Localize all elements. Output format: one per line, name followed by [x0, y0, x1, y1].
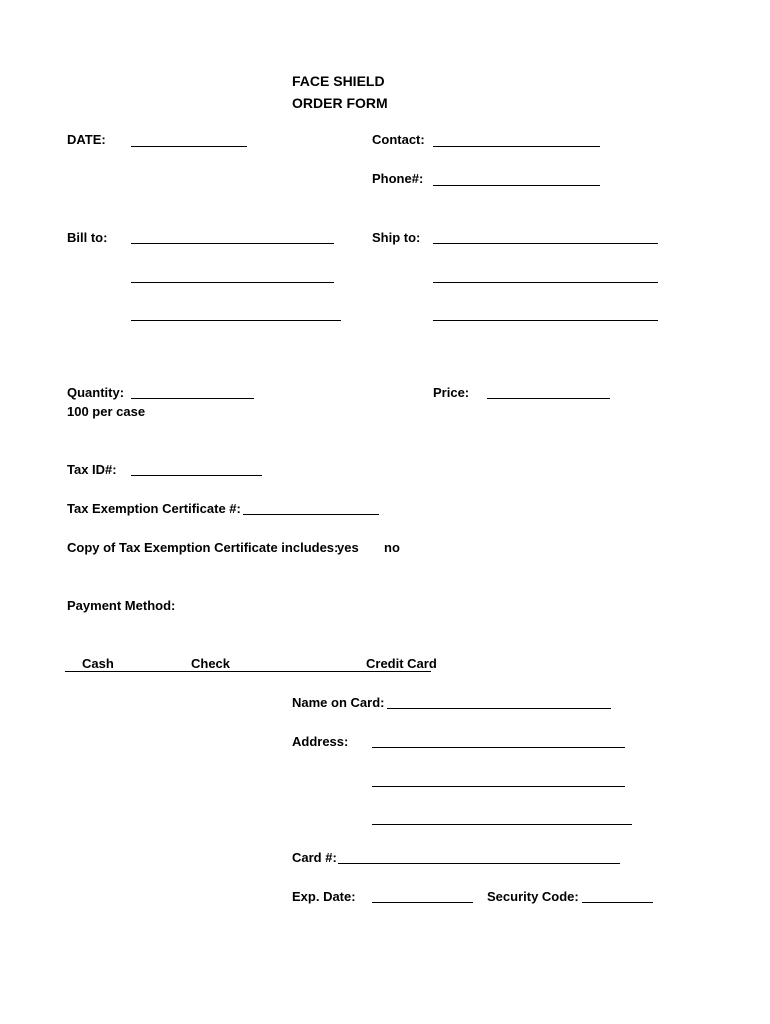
address-line-1[interactable] — [372, 747, 625, 748]
payment-method-label: Payment Method: — [67, 598, 176, 613]
bill-to-line-2[interactable] — [131, 282, 334, 283]
bill-to-line-1[interactable] — [131, 243, 334, 244]
ship-to-label: Ship to: — [372, 230, 421, 245]
price-field[interactable] — [487, 398, 610, 399]
tax-cert-field[interactable] — [243, 514, 379, 515]
exp-date-label: Exp. Date: — [292, 889, 356, 904]
payment-check[interactable]: Check — [191, 656, 231, 671]
security-code-field[interactable] — [582, 902, 653, 903]
quantity-label: Quantity: — [67, 385, 125, 400]
ship-to-line-3[interactable] — [433, 320, 658, 321]
name-on-card-field[interactable] — [387, 708, 611, 709]
tax-id-field[interactable] — [131, 475, 262, 476]
contact-field[interactable] — [433, 146, 600, 147]
tax-id-label: Tax ID#: — [67, 462, 117, 477]
ship-to-line-1[interactable] — [433, 243, 658, 244]
ship-to-line-2[interactable] — [433, 282, 658, 283]
payment-cash[interactable]: Cash — [82, 656, 114, 671]
tax-cert-label: Tax Exemption Certificate #: — [67, 501, 241, 516]
address-line-2[interactable] — [372, 786, 625, 787]
card-number-field[interactable] — [338, 863, 620, 864]
payment-options-rule — [65, 671, 431, 672]
bill-to-line-3[interactable] — [131, 320, 341, 321]
copy-cert-yes[interactable]: yes — [337, 540, 359, 555]
per-case-note: 100 per case — [67, 404, 146, 419]
exp-date-field[interactable] — [372, 902, 473, 903]
copy-cert-no[interactable]: no — [384, 540, 400, 555]
contact-label: Contact: — [372, 132, 425, 147]
name-on-card-label: Name on Card: — [292, 695, 385, 710]
date-field[interactable] — [131, 146, 247, 147]
bill-to-label: Bill to: — [67, 230, 108, 245]
address-label: Address: — [292, 734, 349, 749]
phone-label: Phone#: — [372, 171, 424, 186]
phone-field[interactable] — [433, 185, 600, 186]
copy-cert-label: Copy of Tax Exemption Certificate includes: — [67, 540, 339, 555]
card-number-label: Card #: — [292, 850, 337, 865]
form-title-line1: FACE SHIELD — [292, 73, 385, 89]
quantity-field[interactable] — [131, 398, 254, 399]
price-label: Price: — [433, 385, 470, 400]
payment-credit-card[interactable]: Credit Card — [366, 656, 437, 671]
date-label: DATE: — [67, 132, 106, 147]
address-line-3[interactable] — [372, 824, 632, 825]
security-code-label: Security Code: — [487, 889, 579, 904]
form-title-line2: ORDER FORM — [292, 95, 388, 111]
